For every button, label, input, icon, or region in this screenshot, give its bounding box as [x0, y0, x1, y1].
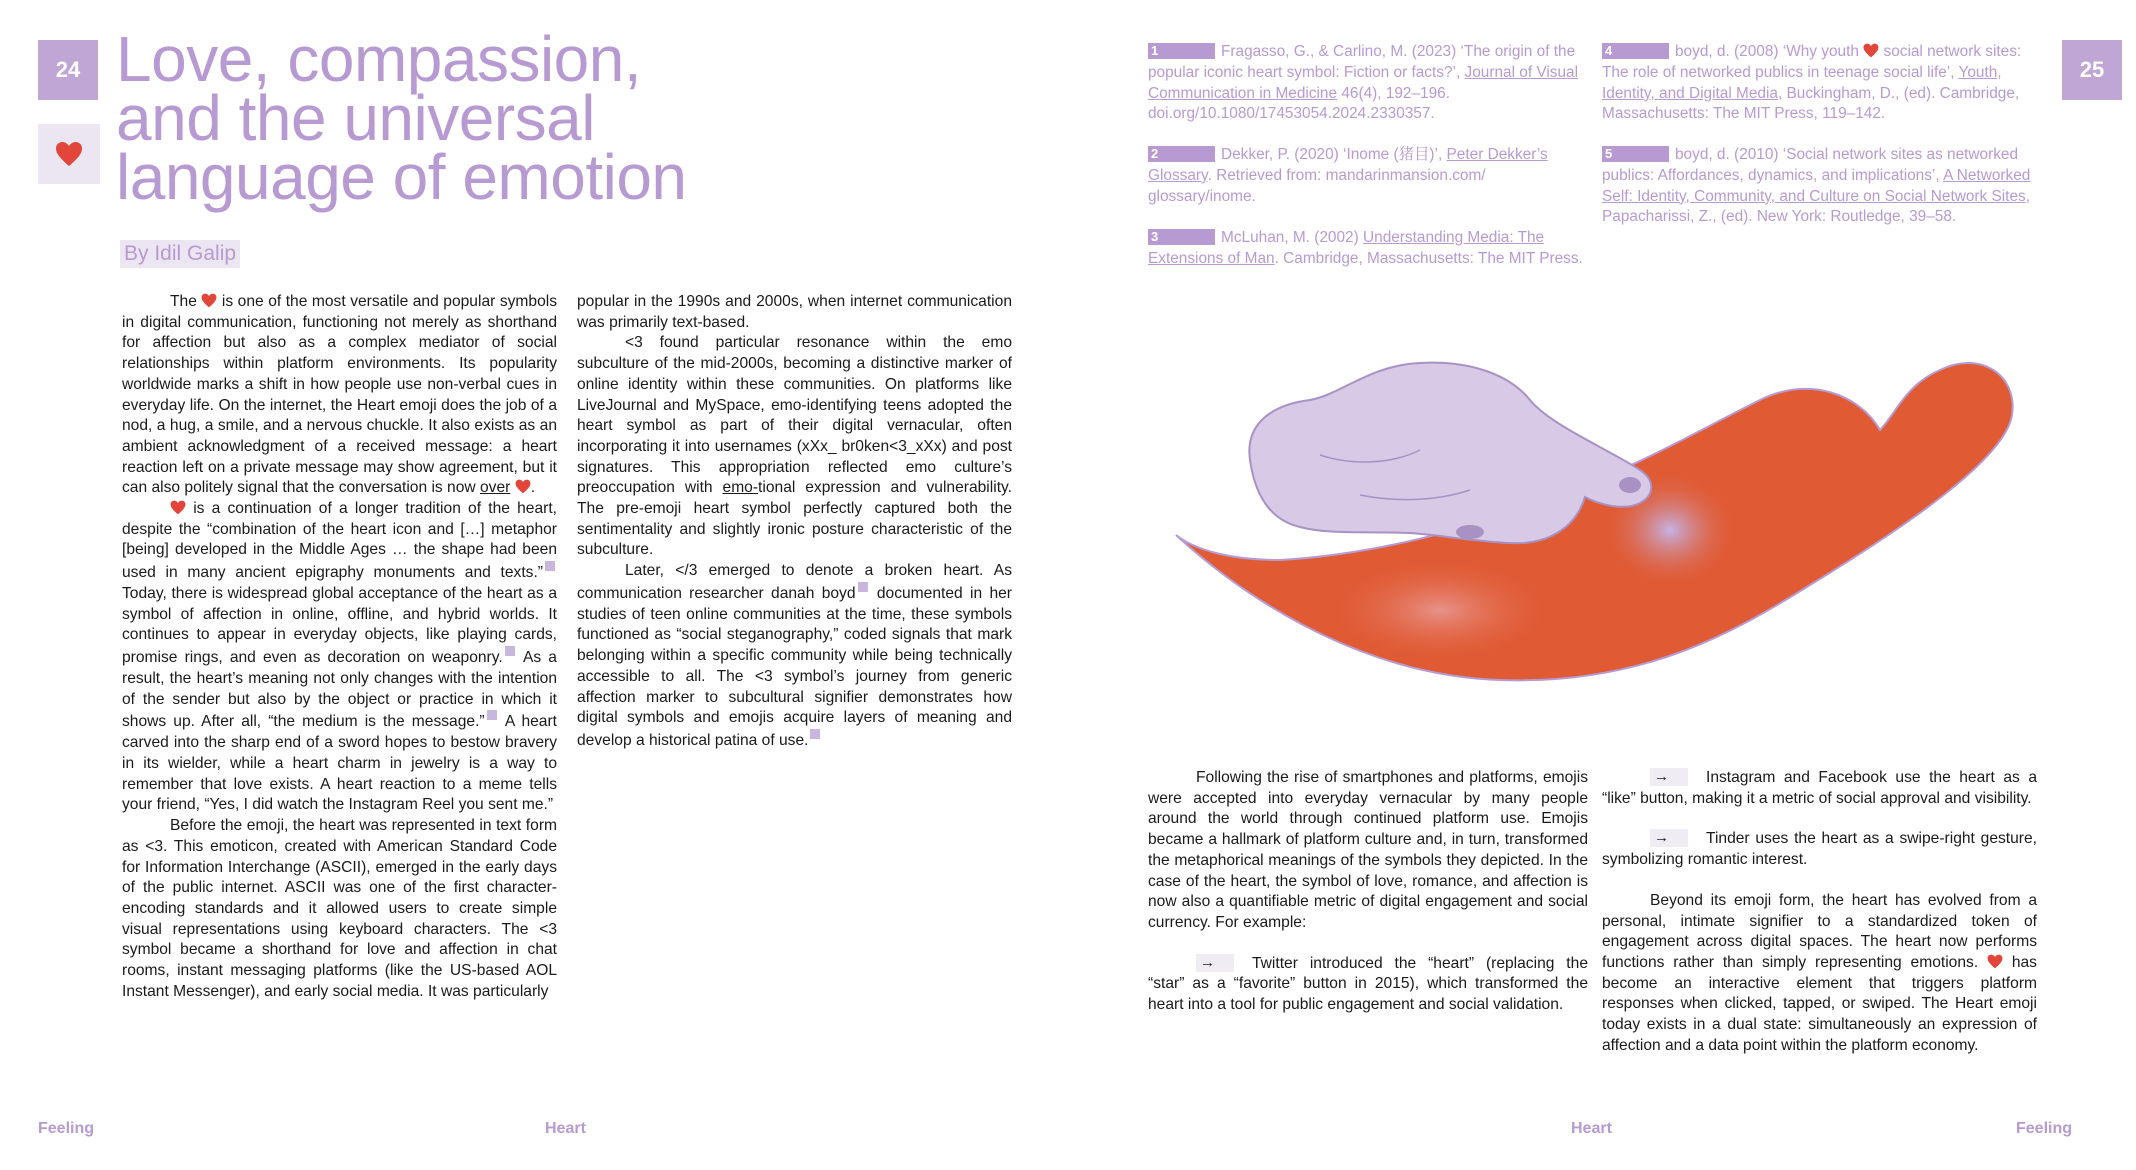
bullet-item: → Twitter introduced the “heart” (replacing the “star” as a “favorite” button in 2015), which transformed the heart into a tool for public engagement and social validation.	[1148, 953, 1588, 1014]
paragraph: The is one of the most versatile and popular symbols in digital communication, functioning not merely as shorthand for affection but also as a complex mediator of social relationships within platform environments. Its popularity worldwide marks a shift in how people use non-verbal cues in everyday life. On the internet, the Heart emoji does the job of a nod, a hug, a smile, and a nervous chuckle. It also exists as an ambient acknowledgment of a received message: a heart reaction left on a private message may show agreement, but it can also politely signal that the conversation is now over .	[122, 293, 558, 497]
reference-link[interactable]: A Networked Self: Identity, Community, and Culture on Social Network Sites	[1602, 166, 2031, 205]
reference-link[interactable]: Understanding Media: The Extensions of Man	[1148, 229, 1545, 267]
hand-heart-illustration	[1170, 355, 2030, 695]
footnote-marker[interactable]	[545, 561, 555, 571]
reference-2: 2 Dekker, P. (2020) ‘Inome (猪目)’, Peter Dekker’s Glossary. Retrieved from: mandarinmansion.com/ glossary/inome.	[1148, 146, 1548, 205]
heart-icon-box	[38, 124, 100, 184]
reference-number: 1	[1148, 43, 1215, 59]
underlined-word: over	[480, 479, 511, 497]
underlined-word: emo-	[722, 479, 759, 497]
footnote-marker[interactable]	[487, 710, 497, 720]
article-title	[116, 23, 936, 213]
reference-number: 2	[1148, 146, 1215, 162]
paragraph: popular in the 1990s and 2000s, when internet communication was primarily text-based.	[577, 293, 1012, 331]
title-line-2: and the universal	[116, 82, 595, 154]
paragraph: Later, </3 emerged to denote a broken heart. As communication researcher danah boyd documented in her studies of teen online communities at the time, these symbols functioned as “social steganography,” coded signals that mark belonging within a specific community while being technically accessible to all. The <3 symbol’s journey from generic affection marker to subcultural signifier demonstrates how digital symbols and emojis acquire layers of meaning and develop a historical patina of use.	[577, 562, 1012, 750]
body-column-4	[1602, 768, 2037, 1056]
footnote-marker[interactable]	[505, 646, 515, 656]
paragraph: <3 found particular resonance within the emo subculture of the mid-2000s, becoming a distinctive marker of online identity within these communities. On platforms like LiveJournal and MySpace, emo-identifying teens adopted the heart symbol as part of their digital vernacular, often incorporating it into usernames (xXx_ br0ken<3_xXx) and post signatures. This appropriation reflected emo culture’s preoccupation with emo-tional expression and vulnerability. The pre-emoji heart symbol perfectly captured both the sentimentality and slightly ironic posture characteristic of the subculture.	[577, 334, 1012, 559]
footnote-marker[interactable]	[810, 729, 820, 739]
byline: By Idil Galip	[120, 240, 240, 268]
reference-5: 5 boyd, d. (2010) ‘Social network sites as networked publics: Affordances, dynamics, and implications’, A Networked Self: Identity, Community, and Culture on Social Network Sites, Papacharissi, Z., (ed). New York: Routledge, 39–58.	[1602, 146, 2031, 226]
reference-number: 4	[1602, 43, 1669, 59]
body-column-3	[1148, 768, 1588, 1016]
reference-link[interactable]: Peter Dekker’s Glossary	[1148, 146, 1548, 184]
page-number-right	[2062, 40, 2122, 100]
bullet-item: → Tinder uses the heart as a swipe-right gesture, symbolizing romantic interest.	[1602, 829, 2037, 869]
reference-4: 4 boyd, d. (2008) ‘Why youth social network sites: The role of networked publics in teenage social life’, Youth, Identity, and Digital Media, Buckingham, D., (ed). Cambridge, Massachusetts: The MIT Press, 119–142.	[1602, 43, 2022, 123]
footer-section-right: Feeling	[2016, 1120, 2073, 1137]
page-number-text: 24	[55, 57, 81, 82]
body-column-1	[122, 292, 557, 1002]
footnote-marker[interactable]	[858, 582, 868, 592]
footer-topic-right: Heart	[1571, 1120, 1612, 1137]
arrow-right-icon: →	[1196, 954, 1234, 972]
heart-icon	[515, 479, 531, 494]
reference-link[interactable]: Youth, Identity, and Digital Media	[1602, 63, 2002, 102]
reference-3: 3 McLuhan, M. (2002) Understanding Media: The Extensions of Man. Cambridge, Massachusetts: The MIT Press.	[1148, 229, 1583, 267]
arrow-right-icon: →	[1650, 768, 1688, 786]
reference-number: 5	[1602, 146, 1669, 162]
title-line-1: Love, compassion,	[116, 23, 642, 95]
heart-icon	[1863, 43, 1879, 58]
reference-1: 1 Fragasso, G., & Carlino, M. (2023) ‘The origin of the popular iconic heart symbol: Fiction or facts?’, Journal of Visual Communication in Medicine 46(4), 192–196. doi.org/10.1080/17453054.2024.2330357.	[1148, 43, 1579, 123]
arrow-right-icon: →	[1650, 829, 1688, 847]
reference-link[interactable]: Journal of Visual Communication in Medicine	[1148, 63, 1579, 102]
paragraph: Following the rise of smartphones and platforms, emojis were accepted into everyday vernacular by many people around the world through continued platform use. Emojis became a hallmark of platform culture and, in turn, transformed the metaphorical meanings of the symbols they depicted. In the case of the heart, the symbol of love, romance, and affection is now also a quantifiable metric of digital engagement and social currency. For example:	[1148, 769, 1588, 931]
heart-icon	[201, 293, 217, 308]
heart-icon	[55, 141, 83, 167]
title-line-3: language of emotion	[116, 141, 687, 213]
bullet-item: → Instagram and Facebook use the heart as a “like” button, making it a metric of social approval and visibility.	[1602, 768, 2037, 807]
paragraph: Beyond its emoji form, the heart has evolved from a personal, intimate signifier to a standardized token of engagement across digital spaces. The heart now performs functions rather than simply representing emotions. has become an interactive element that triggers platform responses when clicked, tapped, or swiped. The Heart emoji today exists in a dual state: simultaneously an expression of affection and a data point within the platform economy.	[1602, 891, 2037, 1054]
page-number-left	[38, 40, 98, 100]
footer-topic-left: Heart	[545, 1120, 586, 1137]
heart-icon	[170, 500, 186, 515]
paragraph: is a continuation of a longer tradition of the heart, despite the “combination of the heart icon and […] metaphor [being] developed in the Middle Ages … the shape had been used in many ancient epigraphy monuments and texts.” Today, there is widespread global acceptance of the heart as a symbol of affection in online, offline, and hybrid worlds. It continues to appear in everyday objects, like playing cards, promise rings, and even as decoration on weaponry. As a result, the heart’s meaning not only changes with the intention of the sender but also by the object or practice in which it shows up. After all, “the medium is the message.” A heart carved into the sharp end of a sword hopes to bestow bravery in its wielder, while a heart charm in jewelry is a way to remember that love exists. A heart reaction to a meme tells your friend, “Yes, I did watch the Instagram Reel you sent me.”	[122, 500, 557, 814]
page-number-text: 25	[2079, 57, 2105, 82]
heart-icon	[1987, 954, 2003, 969]
footer-section-left: Feeling	[38, 1120, 95, 1137]
reference-number: 3	[1148, 229, 1215, 245]
paragraph: Before the emoji, the heart was represented in text form as <3. This emoticon, created with American Standard Code for Information Interchange (ASCII), emerged in the early days of the public internet. ASCII was one of the first character-encoding standards and it allowed users to create simple visual representations using keyboard characters. The <3 symbol became a shorthand for love and affection in chat rooms, instant messaging platforms (like the US-based AOL Instant Messenger), and early social media. It was particularly	[122, 817, 557, 1000]
body-column-2	[577, 292, 1012, 752]
